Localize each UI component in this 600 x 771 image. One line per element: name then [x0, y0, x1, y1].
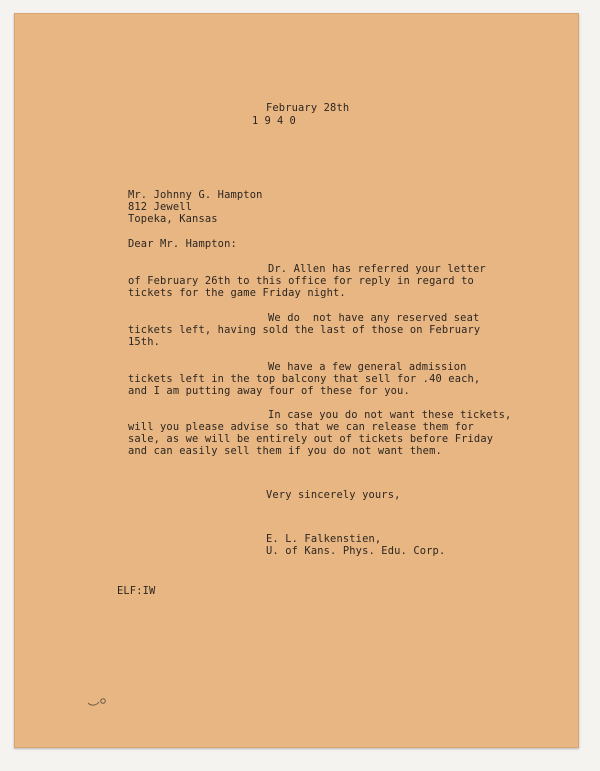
- paragraph-3-line-2: tickets left in the top balcony that sell for .40 each,: [128, 373, 481, 385]
- letter-year: 1 9 4 0: [252, 115, 296, 127]
- paragraph-4-line-1: In case you do not want these tickets,: [268, 409, 512, 421]
- recipient-name: Mr. Johnny G. Hampton: [128, 189, 263, 201]
- pencil-mark-icon: [86, 695, 108, 707]
- signer-name: E. L. Falkenstien,: [266, 533, 382, 545]
- paragraph-2-line-2: tickets left, having sold the last of those on February: [128, 324, 481, 336]
- paragraph-1-line-1: Dr. Allen has referred your letter: [268, 263, 486, 275]
- paragraph-2-line-1: We do not have any reserved seat: [268, 312, 480, 324]
- signer-title: U. of Kans. Phys. Edu. Corp.: [266, 545, 446, 557]
- letter-date: February 28th: [266, 102, 350, 114]
- paragraph-3-line-3: and I am putting away four of these for you.: [128, 385, 410, 397]
- paragraph-4-line-3: sale, as we will be entirely out of tickets before Friday: [128, 433, 494, 445]
- paragraph-4-line-2: will you please advise so that we can release them for: [128, 421, 474, 433]
- paragraph-2-line-3: 15th.: [128, 336, 161, 348]
- paragraph-4-line-4: and can easily sell them if you do not want them.: [128, 445, 442, 457]
- paragraph-3-line-1: We have a few general admission: [268, 361, 467, 373]
- paragraph-1-line-3: tickets for the game Friday night.: [128, 287, 346, 299]
- closing: Very sincerely yours,: [266, 489, 401, 501]
- typist-initials: ELF:IW: [117, 585, 156, 597]
- recipient-street: 812 Jewell: [128, 201, 193, 213]
- recipient-city: Topeka, Kansas: [128, 213, 218, 225]
- paragraph-1-line-2: of February 26th to this office for reply in regard to: [128, 275, 474, 287]
- salutation: Dear Mr. Hampton:: [128, 238, 237, 250]
